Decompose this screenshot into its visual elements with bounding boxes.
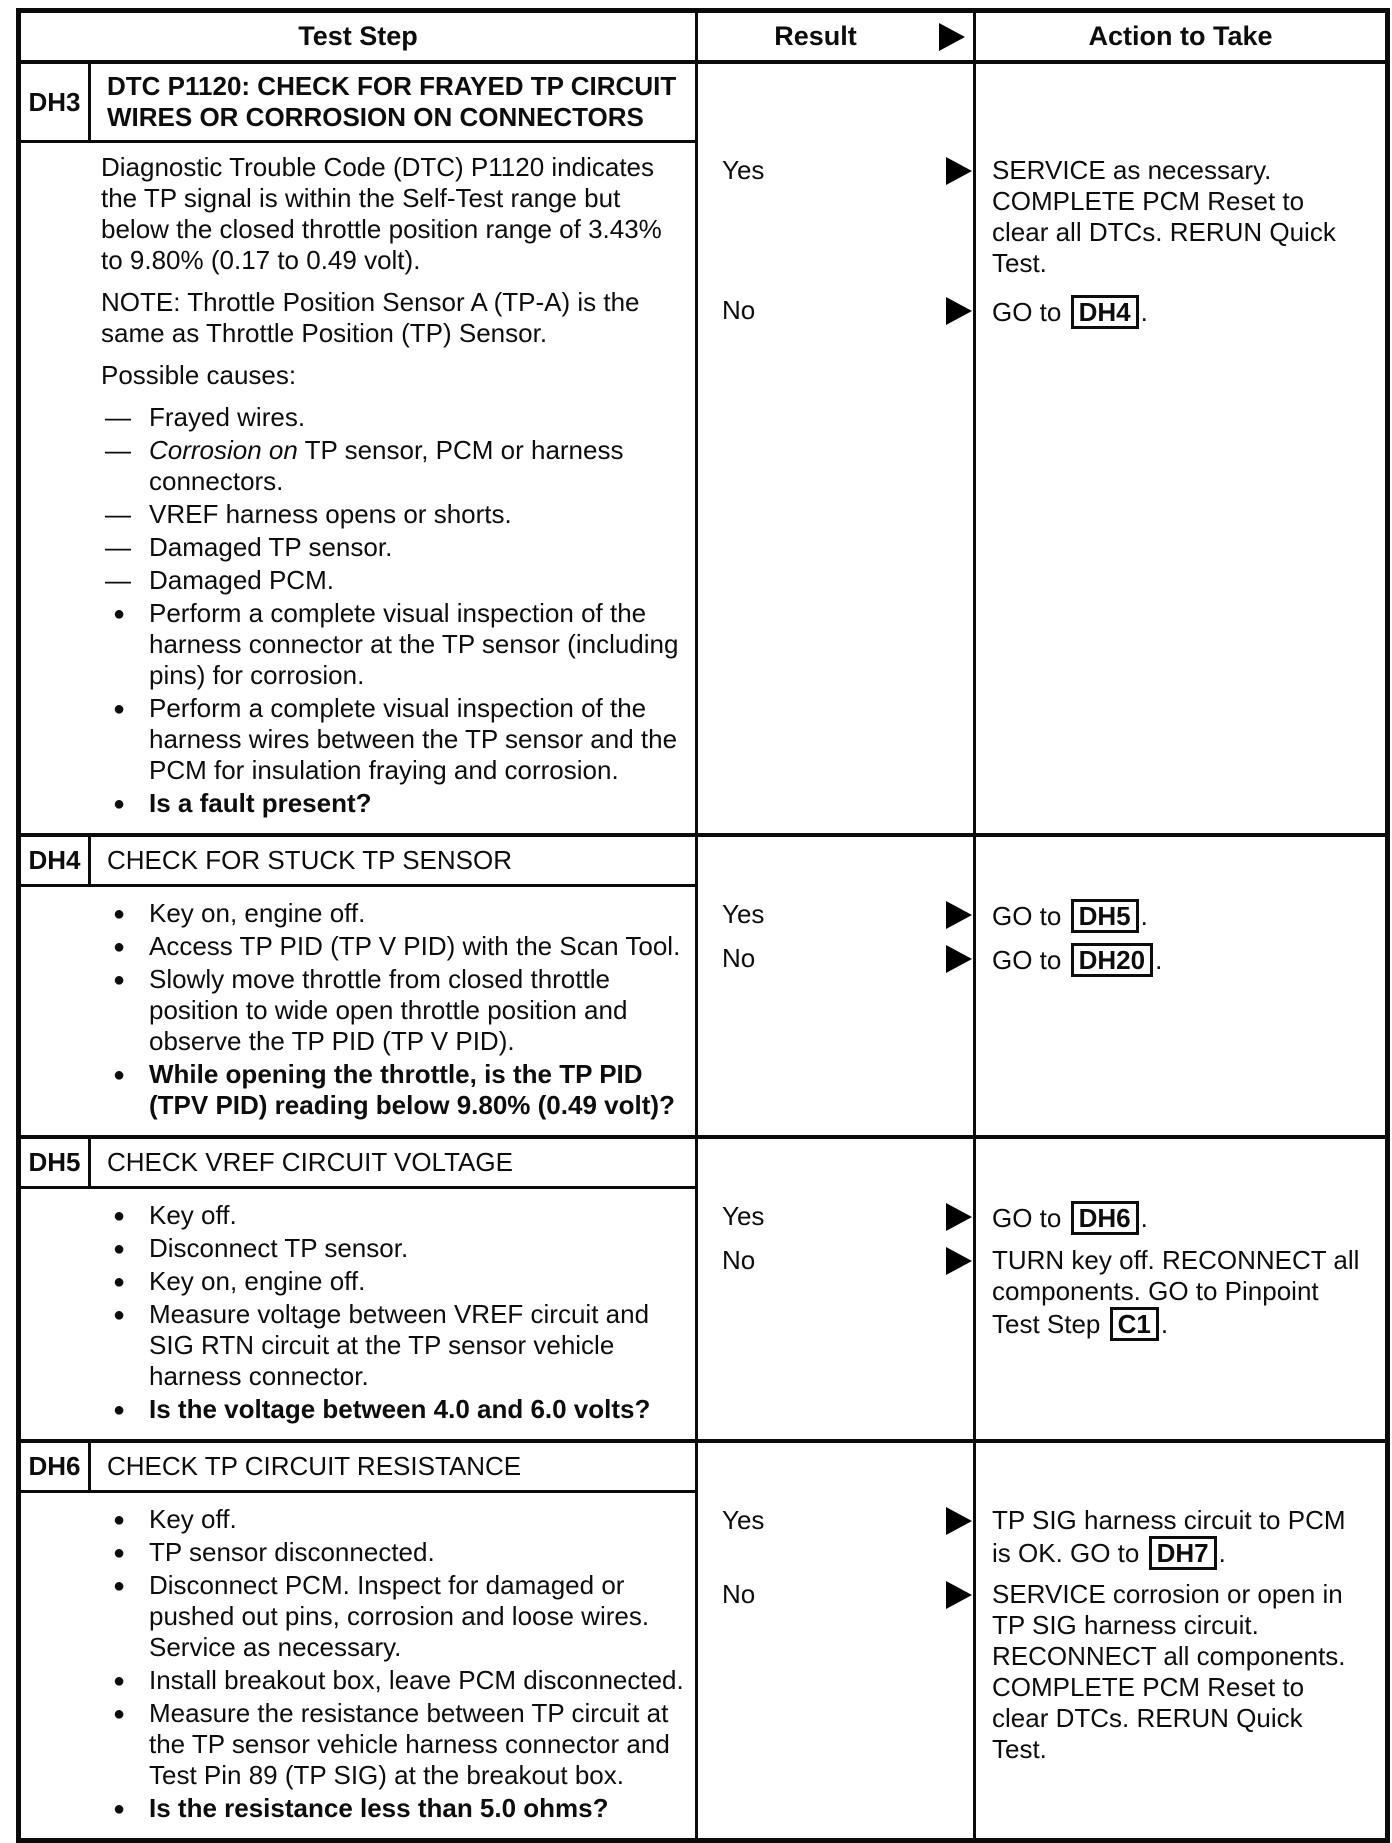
action-text: TP SIG harness circuit to PCM is OK. GO to: [992, 1505, 1346, 1568]
action-text: GO to: [992, 297, 1069, 327]
step-item: ● Key on, engine off.: [101, 1266, 687, 1297]
step-reference-box: DH20: [1071, 943, 1153, 977]
action-text: .: [1160, 1309, 1169, 1339]
result-column-spacer: [695, 1139, 973, 1189]
result-label: Yes: [722, 1201, 765, 1231]
step-item: ● Disconnect PCM. Inspect for damaged or pushed out pins, corrosion and loose wires. Service as necessary.: [101, 1570, 687, 1663]
result-yes: [698, 899, 973, 943]
result-yes: [698, 155, 973, 295]
step-title: CHECK FOR STUCK TP SENSOR: [91, 837, 695, 887]
action-no: [992, 943, 1364, 977]
step-item: ● Access TP PID (TP V PID) with the Scan Tool.: [101, 931, 687, 962]
result-arrow-icon: [946, 157, 972, 185]
result-arrow-icon: [946, 945, 972, 973]
step-reference-box: C1: [1110, 1307, 1159, 1341]
step-question: ● Is the voltage between 4.0 and 6.0 volts?: [101, 1394, 687, 1425]
result-label: Yes: [722, 1505, 765, 1535]
action-text: .: [1140, 297, 1148, 327]
result-no: [698, 1245, 973, 1276]
action-cell: [973, 1493, 1385, 1838]
step-item: ● Perform a complete visual inspection of the harness wires between the TP sensor and the PCM for insulation fraying and corrosion.: [101, 693, 687, 786]
result-arrow-icon: [946, 1581, 972, 1609]
action-text: .: [1218, 1538, 1226, 1568]
result-arrow-icon: [946, 1203, 972, 1231]
step-id: DH3: [21, 64, 91, 143]
action-text: .: [1140, 1203, 1148, 1233]
action-text: GO to: [992, 901, 1069, 931]
step-id: DH5: [21, 1139, 91, 1189]
header-test-step: Test Step: [298, 21, 418, 51]
step-id: DH4: [21, 837, 91, 887]
action-column-spacer: [973, 1443, 1385, 1493]
result-arrow-icon: [946, 901, 972, 929]
test-step-cell: [21, 887, 695, 1135]
result-label: Yes: [722, 155, 765, 185]
result-label: No: [722, 943, 756, 973]
step-question: ● Is a fault present?: [101, 788, 687, 819]
cause-item-italic: Corrosion on: [149, 435, 298, 465]
step-question: ● While opening the throttle, is the TP PID (TPV PID) reading below 9.80% (0.49 volt)?: [101, 1059, 687, 1121]
action-text: TURN key off. RECONNECT all components. GO to Pinpoint Test Step: [992, 1245, 1360, 1339]
test-row-dh3: [21, 64, 1385, 833]
step-item: ● Install breakout box, leave PCM disconnected.: [101, 1665, 687, 1696]
result-arrow-icon: [946, 297, 972, 325]
step-item: ● Measure the resistance between TP circuit at the TP sensor vehicle harness connector and Test Pin 89 (TP SIG) at the breakout box.: [101, 1698, 687, 1791]
action-text: .: [1140, 901, 1148, 931]
step-item: ● Key off.: [101, 1200, 687, 1231]
result-cell: [695, 143, 973, 833]
action-cell: [973, 887, 1385, 1135]
step-item: ● TP sensor disconnected.: [101, 1537, 687, 1568]
action-column-spacer: [973, 837, 1385, 887]
test-row-dh6: [21, 1439, 1385, 1838]
step-title: CHECK VREF CIRCUIT VOLTAGE: [91, 1139, 695, 1189]
result-cell: [695, 887, 973, 1135]
action-yes: [992, 1201, 1364, 1245]
step-title: CHECK TP CIRCUIT RESISTANCE: [91, 1443, 695, 1493]
header-action-to-take: Action to Take: [973, 13, 1385, 60]
step-paragraph: Possible causes:: [101, 360, 297, 390]
action-no: [992, 295, 1364, 329]
step-item: ● Measure voltage between VREF circuit and SIG RTN circuit at the TP sensor vehicle harness connector.: [101, 1299, 687, 1392]
step-title: DTC P1120: CHECK FOR FRAYED TP CIRCUIT WIRES OR CORROSION ON CONNECTORS: [91, 64, 695, 143]
step-reference-box: DH6: [1071, 1201, 1139, 1235]
step-item: ● Slowly move throttle from closed throttle position to wide open throttle position and observe the TP PID (TP V PID).: [101, 964, 687, 1057]
action-yes: [992, 1505, 1364, 1579]
cause-item: — Frayed wires.: [101, 402, 687, 433]
result-no: [698, 943, 973, 974]
test-step-cell: [21, 1189, 695, 1439]
action-text: .: [1155, 945, 1163, 975]
action-column-spacer: [973, 64, 1385, 143]
result-no: [698, 1579, 973, 1610]
action-no: SERVICE corrosion or open in TP SIG harness circuit. RECONNECT all components. COMPLETE PCM Reset to clear DTCs. RERUN Quick Test.: [992, 1579, 1346, 1764]
result-cell: [695, 1493, 973, 1838]
step-question: ● Is the resistance less than 5.0 ohms?: [101, 1793, 687, 1824]
step-note: NOTE: Throttle Position Sensor A (TP-A) is the same as Throttle Position (TP) Sensor.: [101, 287, 640, 348]
step-item: ● Disconnect TP sensor.: [101, 1233, 687, 1264]
cause-item: [101, 435, 687, 497]
cause-item: — Damaged PCM.: [101, 565, 687, 596]
test-row-dh5: [21, 1135, 1385, 1439]
result-column-spacer: [695, 837, 973, 887]
result-no: [698, 295, 973, 326]
result-arrow-icon: [946, 1507, 972, 1535]
result-arrow-icon: [939, 23, 965, 51]
cause-item: — VREF harness opens or shorts.: [101, 499, 687, 530]
result-cell: [695, 1189, 973, 1439]
result-column-spacer: [695, 1443, 973, 1493]
action-cell: [973, 143, 1385, 833]
step-reference-box: DH5: [1071, 899, 1139, 933]
action-text: GO to: [992, 1203, 1069, 1233]
test-row-dh4: [21, 833, 1385, 1135]
table-header: [21, 13, 1385, 64]
cause-item-rest: TP sensor, PCM or harness connectors.: [149, 435, 624, 496]
header-result-label: Result: [774, 21, 857, 51]
result-label: No: [722, 1579, 756, 1609]
step-item: ● Key on, engine off.: [101, 898, 687, 929]
step-item: ● Perform a complete visual inspection of the harness connector at the TP sensor (including pins) for corrosion.: [101, 598, 687, 691]
pinpoint-test-table: [16, 8, 1390, 1843]
test-step-cell: [21, 1493, 695, 1838]
step-reference-box: DH4: [1071, 295, 1139, 329]
action-cell: [973, 1189, 1385, 1439]
result-yes: [698, 1201, 973, 1245]
result-column-spacer: [695, 64, 973, 143]
cause-item: — Damaged TP sensor.: [101, 532, 687, 563]
result-label: Yes: [722, 899, 765, 929]
action-column-spacer: [973, 1139, 1385, 1189]
step-paragraph: Diagnostic Trouble Code (DTC) P1120 indicates the TP signal is within the Self-Test range but below the closed throttle position range of 3.43% to 9.80% (0.17 to 0.49 volt).: [101, 152, 662, 275]
header-result: [695, 13, 973, 60]
action-yes: SERVICE as necessary. COMPLETE PCM Reset to clear all DTCs. RERUN Quick Test.: [992, 155, 1336, 278]
result-yes: [698, 1505, 973, 1579]
action-yes: [992, 899, 1364, 943]
step-item: ● Key off.: [101, 1504, 687, 1535]
result-label: No: [722, 1245, 756, 1275]
step-id: DH6: [21, 1443, 91, 1493]
result-arrow-icon: [946, 1247, 972, 1275]
result-label: No: [722, 295, 756, 325]
action-text: GO to: [992, 945, 1069, 975]
test-step-cell: [21, 143, 695, 833]
action-no: [992, 1245, 1364, 1341]
step-reference-box: DH7: [1149, 1536, 1217, 1570]
